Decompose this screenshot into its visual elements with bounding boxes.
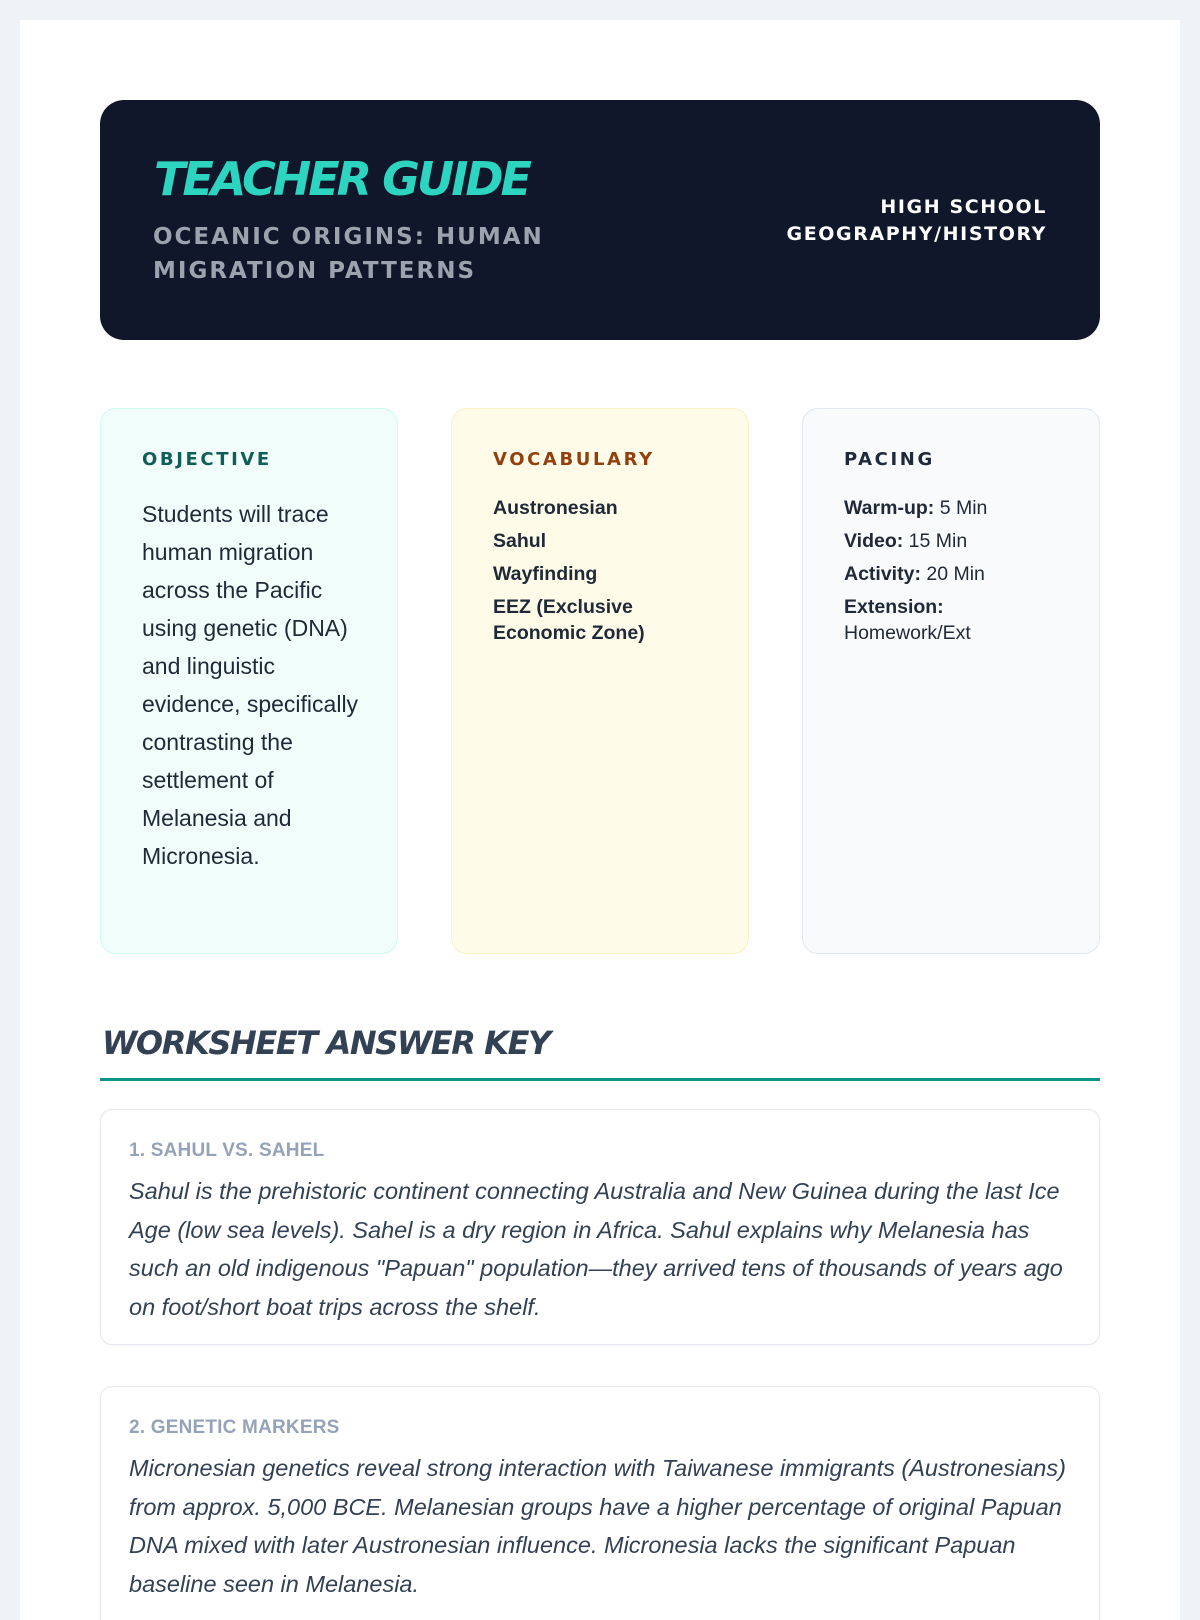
guide-title: TEACHER GUIDE (154, 152, 529, 206)
pacing-label: Warm-up: (844, 497, 935, 519)
pacing-item (844, 561, 1064, 587)
lesson-subtitle: OCEANIC ORIGINS: HUMAN MIGRATION PATTERNS (153, 224, 544, 284)
answer-card (100, 1109, 1100, 1345)
grade-level-line-1: HIGH SCHOOL (880, 196, 1047, 218)
answer-heading: 1. SAHUL VS. SAHEL (129, 1140, 325, 1161)
grade-level-line-2: GEOGRAPHY/HISTORY (786, 223, 1047, 245)
pacing-label: Activity: (844, 563, 921, 585)
grade-level (767, 194, 1047, 248)
vocabulary-heading: VOCABULARY (493, 449, 655, 470)
vocabulary-term: EEZ (Exclusive Economic Zone) (493, 596, 645, 644)
pacing-value: 20 Min (926, 563, 985, 585)
vocabulary-card (451, 408, 749, 954)
answer-text: Sahul is the prehistoric continent connecting Australia and New Guinea during the last Ice Age (low sea levels). Sahel is a dry region in Africa. Sahul explains why Melanesia has such an old indigenous "Papuan" population—they arrived tens of thousands of years ago on foot/short boat trips across the shelf. (129, 1178, 1063, 1320)
pacing-label: Extension: (844, 596, 944, 618)
pacing-list (844, 495, 1064, 653)
vocabulary-term: Sahul (493, 530, 547, 552)
vocabulary-term: Austronesian (493, 497, 618, 519)
guide-header (100, 100, 1100, 340)
answer-heading: 2. GENETIC MARKERS (129, 1417, 340, 1438)
pacing-card (802, 408, 1100, 954)
pacing-heading: PACING (844, 449, 935, 470)
pacing-item (844, 594, 1064, 646)
pacing-value: Homework/Ext (844, 622, 971, 644)
objective-card (100, 408, 398, 954)
answer-key-title: WORKSHEET ANSWER KEY (102, 1024, 550, 1062)
answer-card (100, 1386, 1100, 1620)
vocabulary-list (493, 495, 713, 653)
pacing-label: Video: (844, 530, 904, 552)
pacing-value: 15 Min (908, 530, 968, 552)
vocabulary-term: Wayfinding (493, 563, 598, 585)
section-divider (100, 1078, 1100, 1081)
answer-text: Micronesian genetics reveal strong interaction with Taiwanese immigrants (Austronesians) from approx. 5,000 BCE. Melanesian groups have a higher percentage of original Papuan DNA mixed with later Austronesian influence. Micronesia lacks the significant Papuan baseline seen in Melanesia. (129, 1455, 1066, 1597)
pacing-item (844, 495, 1064, 521)
teacher-guide-page (20, 20, 1180, 1620)
objective-text: Students will trace human migration across the Pacific using genetic (DNA) and linguistic evidence, specifically contrasting the settlement of Melanesia and Micronesia. (142, 501, 359, 869)
pacing-item (844, 528, 1064, 554)
pacing-value: 5 Min (939, 497, 988, 519)
objective-heading: OBJECTIVE (142, 449, 272, 470)
